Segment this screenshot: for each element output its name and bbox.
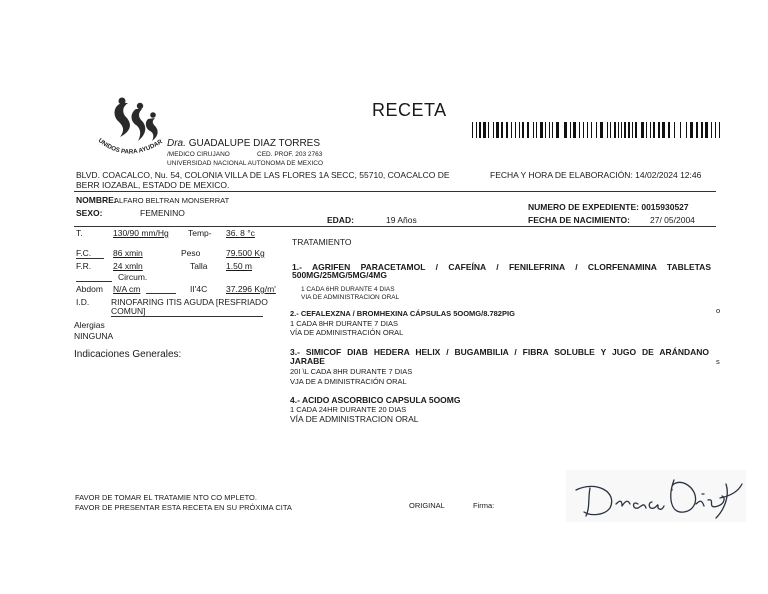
id-label: I.D. [76,297,90,307]
indicaciones-label: Indicaciones Generales: [74,349,182,360]
logo [92,95,172,159]
fr-label: F.R. [76,261,92,271]
talla-label: Talla [190,261,208,271]
doctor-prefix: Dra. [167,138,186,149]
patient-age-label: EDAD: [327,215,354,225]
doctor-name-line [167,138,320,149]
patient-sex-label: SEXO: [76,208,103,218]
barcode-bar [624,122,626,138]
med-1-route: VIA DE ADMINISTRACION ORAL [301,294,400,301]
med-3-title-line2: JARABE [290,356,325,366]
barcode-bar [658,122,660,138]
barcode-bar [511,122,512,138]
barcode-bar [556,122,559,138]
abdom-line [146,293,176,294]
barcode-bar [690,122,693,138]
barcode-bar [628,122,630,138]
doctor-specialty: /MEDICO CIRUJANO [167,151,230,158]
abdom-value: N/A cm [113,284,141,294]
alergias-value: NINGUNA [74,331,114,341]
logo-text: UNIDOS PARA AYUDAR [96,137,164,156]
med-4-route: VÍA DE ADMINISTRACION ORAL [290,414,419,424]
barcode-bar [527,122,529,138]
patient-sex: FEMENINO [140,208,185,218]
barcode-bar [600,122,603,138]
doctor-university: UNIVERSIDAD NACIONAL AUTONOMA DE MEXICO [167,160,324,167]
barcode-bar [618,122,619,138]
patient-name: ALFARO BELTRAN MONSERRAT [114,196,230,205]
circ-line [76,281,112,282]
margin-mark-2: s [716,357,720,366]
ta-value: 130/90 mm/Hg [113,228,169,238]
barcode-bar [540,122,543,138]
talla-value: 1.50 m [226,261,252,271]
imc-label: II'4C [190,284,208,294]
barcode-bar [711,122,712,138]
document-title: RECETA [372,100,447,120]
barcode-bar [591,122,592,138]
barcode-bar [596,122,597,138]
barcode-bar [483,122,486,138]
barcode-bar [583,122,584,138]
firma-label: Firma: [473,501,495,510]
barcode-bar [479,122,481,138]
barcode-bar [621,122,622,138]
med-3-route: VJA DE A DMINISTRACIÓN ORAL [290,377,407,386]
svg-text:UNIDOS PARA AYUDAR [97,137,164,155]
circ-label: Circum. [118,272,148,282]
peso-label: Peso [181,248,201,258]
barcode-bar [533,122,534,138]
barcode-bar [519,122,520,138]
med-2-route: VÍA DE ADMINISTRACIÓN ORAL [290,328,404,337]
barcode-bar [719,122,720,138]
alergias-label: Alergias [74,320,105,330]
barcode-bar [564,122,567,138]
barcode [472,122,722,138]
barcode-bar [488,122,489,138]
diagnosis-underline [111,316,263,317]
footer-line1: FAVOR DE TOMAR EL TRATAMIE NTO CO MPLETO. [75,493,257,502]
footer-line2: FAVOR DE PRESENTAR ESTA RECETA EN SU PRÓXIMA CITA [75,503,292,512]
patient-divider [74,226,716,227]
barcode-bar [614,122,616,138]
barcode-bar [573,122,576,138]
barcode-bar [472,122,473,138]
margin-mark-1: o [716,306,721,315]
elaboration-datetime: FECHA Y HORA DE ELABORACIÓN: 14/02/2024 12:46 [490,170,702,180]
barcode-bar [607,122,608,138]
barcode-bar [680,122,681,138]
barcode-bar [493,122,494,138]
clinic-address-line2: BERR IOZABAL, ESTADO DE MEXICO. [76,180,230,190]
barcode-bar [635,122,637,138]
barcode-bar [515,122,516,138]
doctor-cedula: CED. PROF. 203 2763 [257,151,323,158]
med-2-dose: 1 CADA 8HR DURANTE 7 DIAS [290,319,398,328]
barcode-bar [545,122,546,138]
fc-label: F.C. [76,248,92,258]
clinic-address-line1: BLVD. COACALCO, Nu. 54, COLONIA VILLA DE LAS FLORES 1A SECC, 55710, COACALCO DE [76,170,450,180]
patient-age: 19 Años [386,215,417,225]
barcode-bar [701,122,703,138]
med-4-title: 4.- ACIDO ASCORBICO CAPSULA 5OOMG [290,395,461,405]
barcode-bar [674,122,675,138]
fc-underline [76,258,104,259]
patient-name-label: NOMBRE: [76,195,117,205]
med-3-dose: 20I \L CADA 8HR DURANTE 7 DIAS [290,367,413,376]
expediente-number: NUMERO DE EXPEDIENTE: 0015930527 [528,202,689,212]
abdom-label: Abdom [76,284,103,294]
barcode-bar [705,122,708,138]
barcode-bar [668,122,670,138]
header-divider [74,191,716,192]
fr-value: 24 xmln [113,261,143,271]
original-label: ORIGINAL [409,501,445,510]
med-1-title-line2: 500MG/25MG/5MG/4MG [292,270,387,280]
barcode-bar [662,122,665,138]
barcode-bar [696,122,698,138]
diagnosis-line2: COMUN] [111,306,146,316]
barcode-bar [501,122,503,138]
barcode-bar [686,122,687,138]
barcode-bar [653,122,655,138]
barcode-bar [496,122,499,138]
barcode-bar [570,122,571,138]
birth-date: 27/ 05/2004 [650,215,695,225]
fc-value: 86 xmin [113,248,143,258]
temp-value: 36. 8 °c [226,228,255,238]
barcode-bar [646,122,647,138]
barcode-bar [536,122,537,138]
barcode-bar [476,122,477,138]
barcode-bar [715,122,716,138]
treatment-label: TRATAMIENTO [292,237,352,247]
imc-value: 37.296 Kg/m' [226,284,276,294]
barcode-bar [506,122,508,138]
barcode-bar [579,122,580,138]
signature [566,470,746,522]
med-2-title: 2.- CEFALEXZNA / BROMHEXINA CÁPSULAS 5OOMG/8.782PIG [290,309,515,318]
barcode-bar [650,122,651,138]
barcode-bar [610,122,611,138]
med-3-title-line1: 3.- SIMICOF DIAB HEDERA HELIX / BUGAMBILIA / FIBRA SOLUBLE Y JUGO DE ARÁNDANO [290,347,709,357]
diagnosis-line1: RINOFARING ITIS AGUDA [RESFRIADO [111,297,268,307]
barcode-bar [632,122,633,138]
med-1-title-line1: 1.- AGRIFEN PARACETAMOL / CAFEÍNA / FENILEFRINA / CLORFENAMINA TABLETAS [292,262,711,272]
med-1-dose: 1 CADA 6HR DURANTE 4 DIAS [301,286,395,293]
barcode-bar [549,122,550,138]
barcode-bar [641,122,644,138]
ta-label: T. [76,228,83,238]
peso-value: 79.500 Kg [226,248,265,258]
barcode-bar [552,122,553,138]
temp-label: Temp- [188,228,212,238]
barcode-bar [587,122,588,138]
birth-date-label: FECHA DE NACIMIENTO: [528,215,630,225]
barcode-bar [522,122,524,138]
logo-figures [115,98,158,142]
doctor-name: GUADALUPE DIAZ TORRES [188,138,321,149]
med-4-dose: 1 CADA 24HR DURANTE 20 DIAS [290,405,407,414]
